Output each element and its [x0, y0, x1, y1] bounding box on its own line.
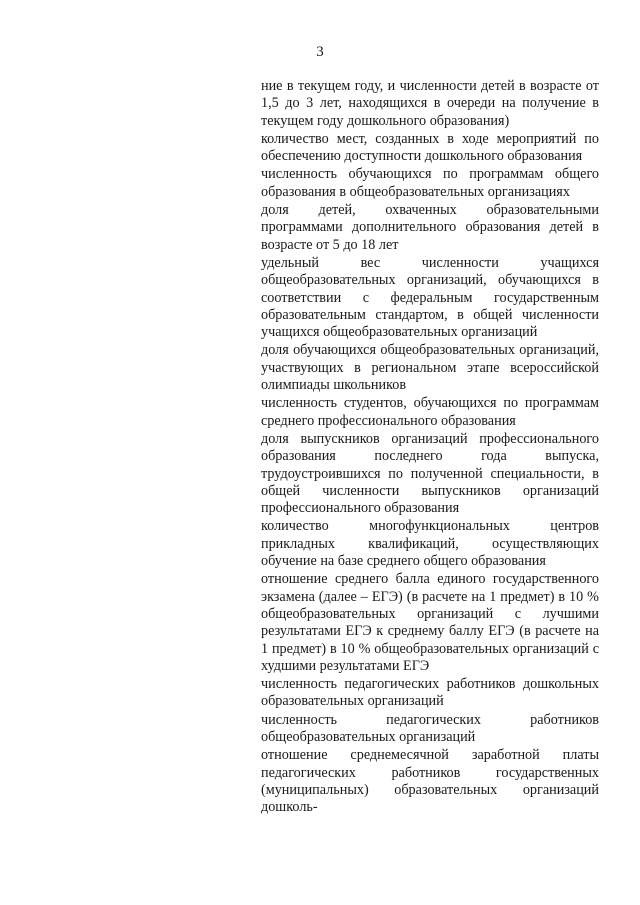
- paragraph: количество мест, созданных в ходе мероприятий по обеспечению доступности дошкольного образования: [261, 130, 599, 165]
- paragraph: доля выпускников организаций профессионального образования последнего года выпуска, трудоустроившихся по полученной специальности, в общей численности выпускников организаций профессионального образования: [261, 430, 599, 517]
- paragraph: ние в текущем году, и численности детей в возрасте от 1,5 до 3 лет, находящихся в очереди на получение в текущем году дошкольного образования): [261, 78, 599, 129]
- paragraph: количество многофункциональных центров прикладных квалификаций, осуществляющих обучение на базе среднего общего образования: [261, 518, 599, 570]
- page-number: 3: [316, 44, 324, 60]
- paragraph: доля детей, охваченных образовательными программами дополнительного образования детей в возрасте от 5 до 18 лет: [261, 202, 599, 253]
- paragraph: численность педагогических работников дошкольных образовательных организаций: [261, 676, 599, 710]
- indicator-list: [261, 78, 599, 816]
- paragraph: численность обучающихся по программам общего образования в общеобразовательных организациях: [261, 166, 599, 200]
- paragraph: доля обучающихся общеобразовательных организаций, участвующих в региональном этапе всероссийской олимпиады школьников: [261, 342, 599, 394]
- paragraph: численность студентов, обучающихся по программам среднего профессионального образования: [261, 395, 599, 429]
- paragraph: численность педагогических работников общеобразовательных организаций: [261, 711, 599, 745]
- paragraph: отношение среднего балла единого государственного экзамена (далее – ЕГЭ) (в расчете на 1 предмет) в 10 % общеобразовательных организаций с лучшими результатами ЕГЭ к среднему баллу ЕГЭ (в расчете на 1 предмет) в 10 % общеобразовательных организаций с худшими результатами ЕГЭ: [261, 571, 599, 674]
- paragraph: отношение среднемесячной заработной платы педагогических работников государственных (муниципальных) образовательных организаций дошколь-: [261, 747, 599, 816]
- paragraph: удельный вес численности учащихся общеобразовательных организаций, обучающихся в соответствии с федеральным государственным образовательным стандартом, в общей численности учащихся общеобразовательных организаций: [261, 254, 599, 341]
